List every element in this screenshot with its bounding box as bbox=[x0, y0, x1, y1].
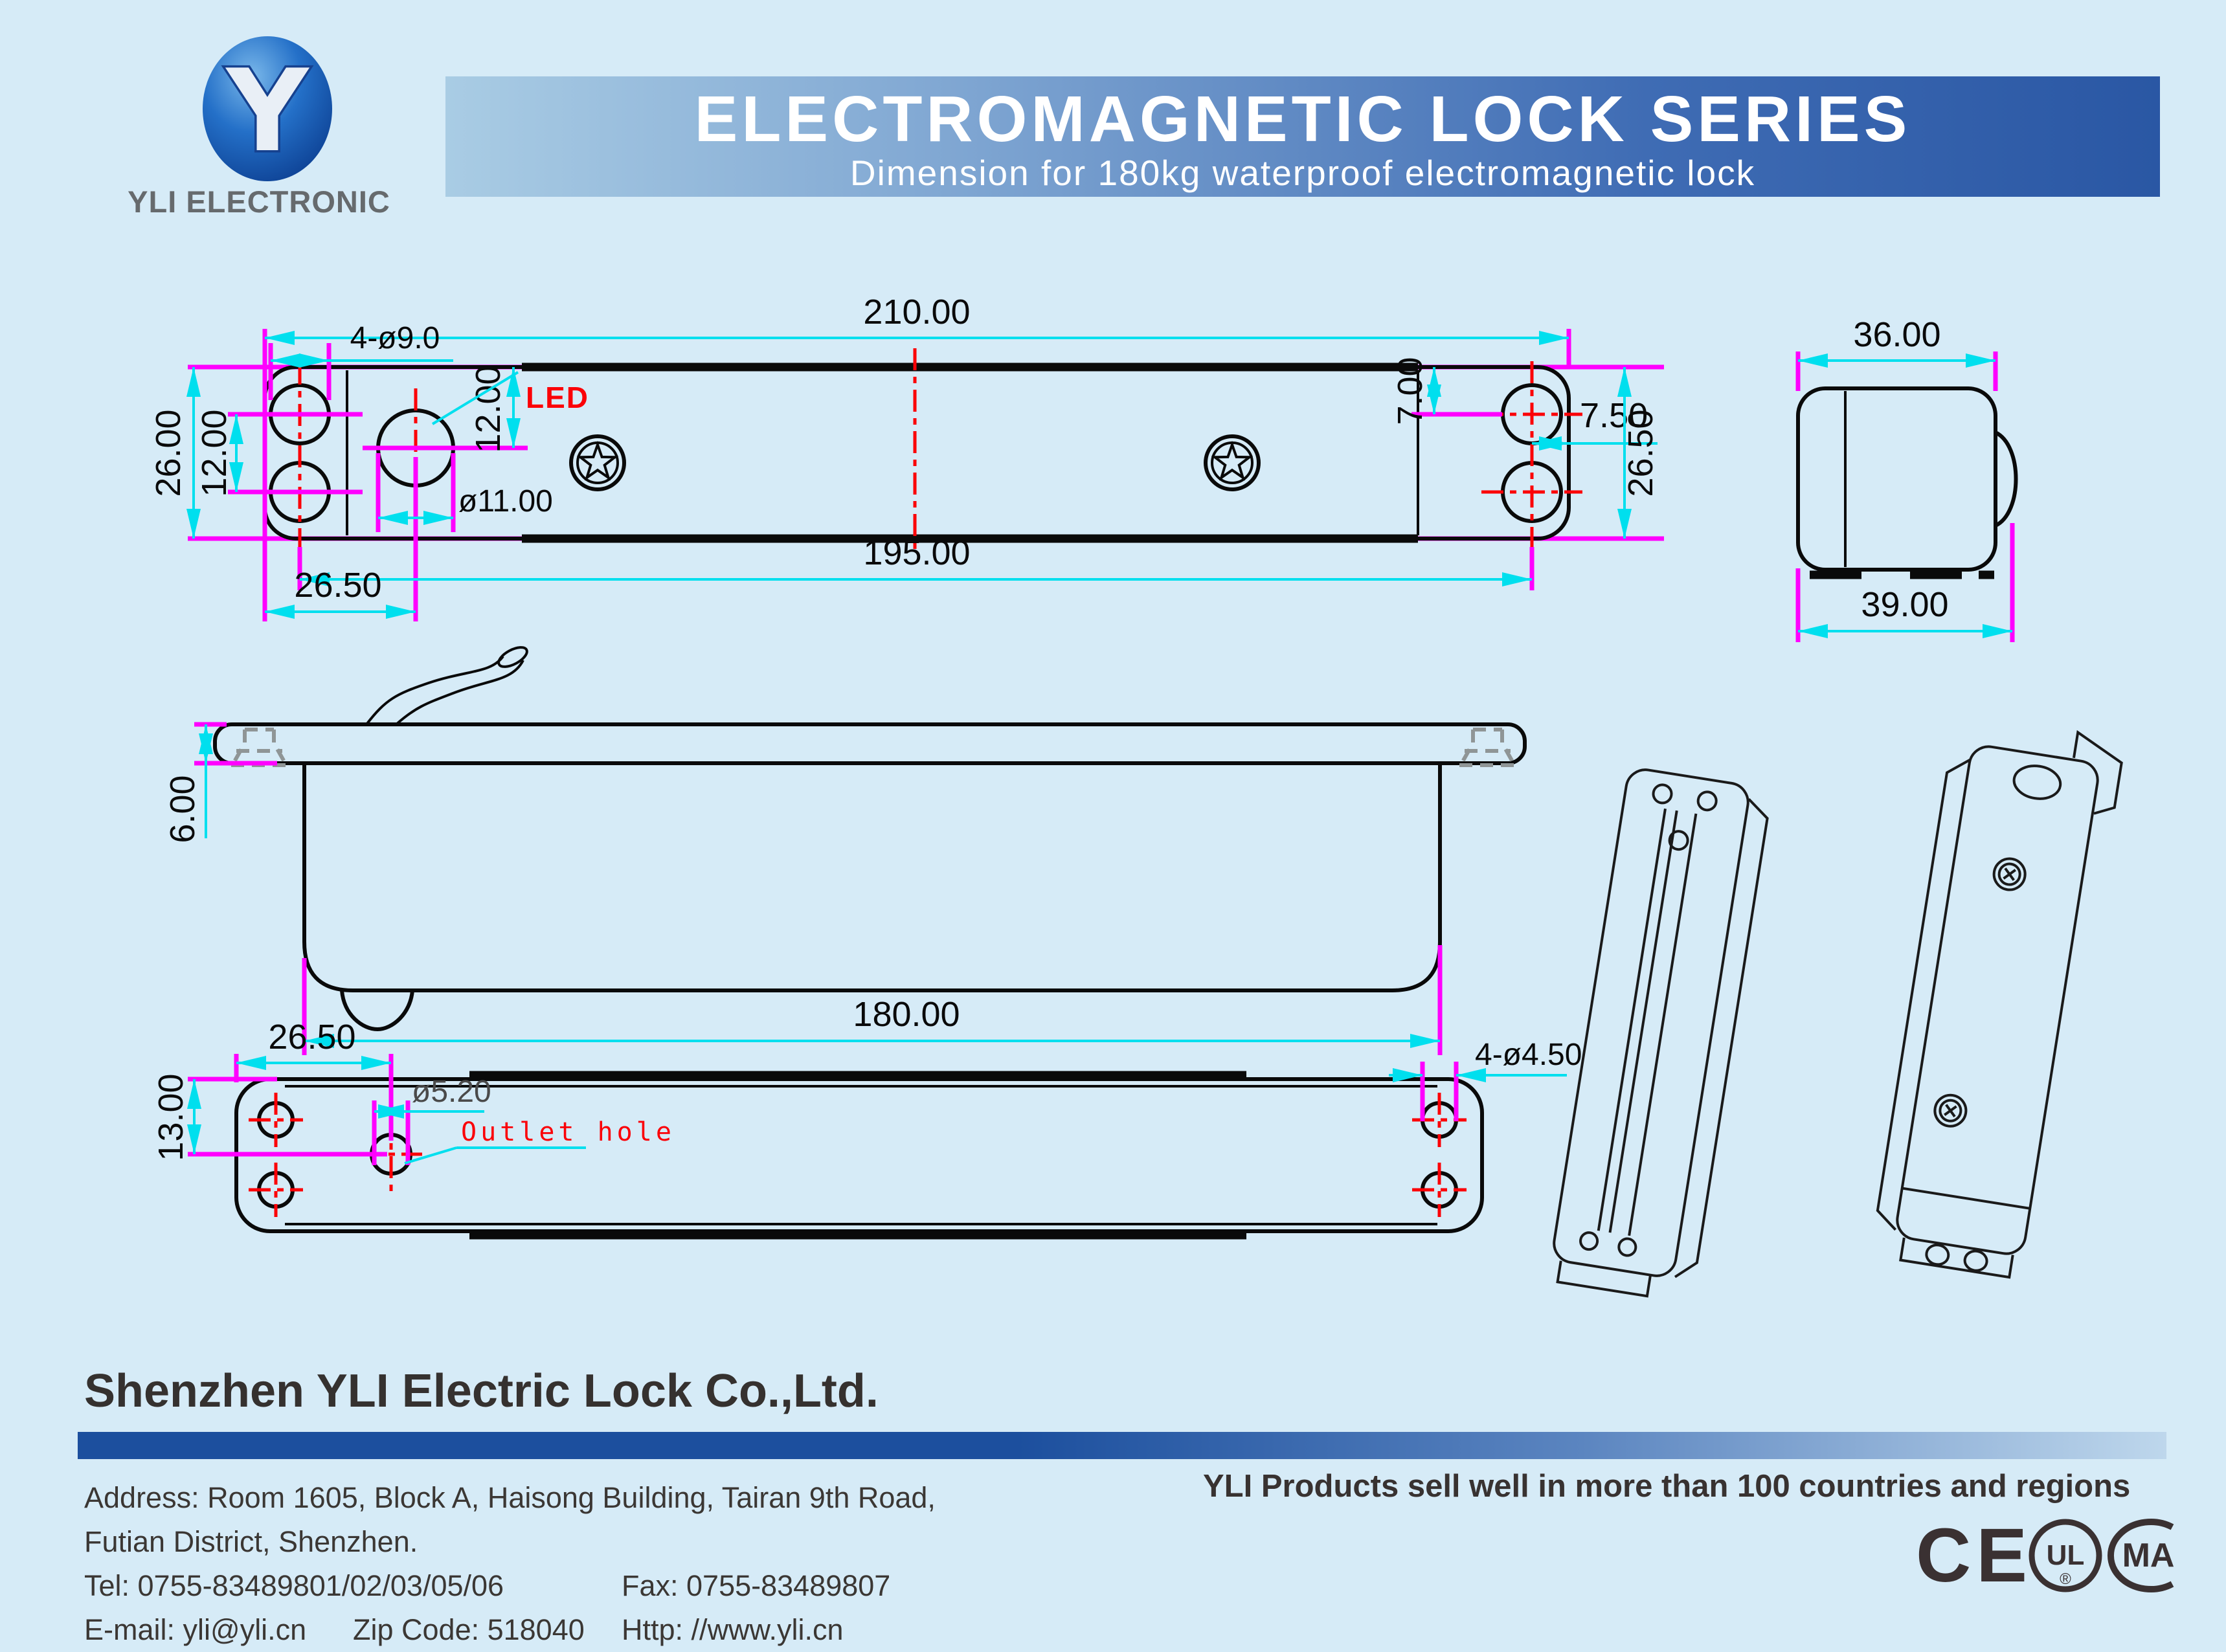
screw-icon bbox=[1933, 1093, 1968, 1128]
dim-height-right: 26.50 bbox=[1621, 409, 1660, 497]
footer-divider-bar bbox=[78, 1432, 2166, 1459]
torx-screw-icon bbox=[1206, 436, 1259, 489]
email-label: E-mail: yli@yli.cn bbox=[84, 1613, 307, 1646]
bottom-view-drawing bbox=[152, 1018, 1582, 1235]
dim-outlet-offset: 13.00 bbox=[152, 1073, 190, 1161]
torx-screw-icon bbox=[571, 436, 624, 489]
dim-outlet-from-edge: 26.50 bbox=[268, 1018, 356, 1056]
dim-end-depth: 39.00 bbox=[1861, 585, 1949, 624]
ma-mark-icon bbox=[2111, 1522, 2174, 1589]
dim-led-diameter: ø11.00 bbox=[458, 484, 553, 519]
slogan: YLI Products sell well in more than 100 countries and regions bbox=[1203, 1469, 2131, 1504]
dim-outlet-diameter: ø5.20 bbox=[412, 1075, 491, 1109]
dim-mount-holes: 4-ø9.0 bbox=[350, 321, 440, 355]
ce-mark-icon: CE bbox=[1916, 1513, 2032, 1598]
page-title: ELECTROMAGNETIC LOCK SERIES bbox=[694, 83, 1911, 155]
certification-logos bbox=[1913, 1505, 2211, 1609]
dim-led-offset: 12.00 bbox=[469, 365, 508, 453]
dim-hole-top-offset: 7.00 bbox=[1391, 357, 1430, 425]
dim-led-from-edge: 26.50 bbox=[294, 566, 382, 605]
logo-letter: Y bbox=[226, 46, 309, 177]
dim-plate-thickness: 6.00 bbox=[163, 775, 202, 843]
dim-bottom-mount-holes: 4-ø4.50 bbox=[1475, 1038, 1582, 1072]
dim-hole-pitch-left: 12.00 bbox=[195, 409, 234, 497]
dim-height-left: 26.00 bbox=[149, 409, 188, 497]
dim-body-length: 195.00 bbox=[863, 533, 971, 572]
zip-label: Zip Code: 518040 bbox=[353, 1613, 585, 1646]
address-line1: Address: Room 1605, Block A, Haisong Building, Tairan 9th Road, bbox=[84, 1481, 936, 1514]
iso-lock-body bbox=[1871, 713, 2125, 1282]
dim-overall-width: 210.00 bbox=[863, 293, 971, 331]
svg-text:®: ® bbox=[2060, 1570, 2071, 1588]
top-view-drawing bbox=[149, 293, 1664, 621]
dim-magnet-length: 180.00 bbox=[853, 995, 960, 1034]
outlet-hole-label: Outlet hole bbox=[461, 1117, 675, 1147]
mount-stud bbox=[231, 730, 287, 765]
screw-icon bbox=[1992, 856, 2027, 892]
svg-text:MA: MA bbox=[2122, 1537, 2175, 1574]
website-label: Http: //www.yli.cn bbox=[622, 1613, 844, 1646]
fax-label: Fax: 0755-83489807 bbox=[622, 1569, 891, 1602]
logo-wordmark: YLI ELECTRONIC bbox=[128, 184, 390, 219]
mount-stud bbox=[1459, 730, 1516, 765]
side-view-drawing bbox=[163, 643, 1525, 1055]
address-line2: Futian District, Shenzhen. bbox=[84, 1525, 418, 1558]
end-view-drawing bbox=[1798, 315, 2016, 642]
dim-end-width: 36.00 bbox=[1853, 315, 1941, 354]
tel-label: Tel: 0755-83489801/02/03/05/06 bbox=[84, 1569, 504, 1602]
page-subtitle: Dimension for 180kg waterproof electromagnetic lock bbox=[849, 153, 1756, 193]
company-name: Shenzhen YLI Electric Lock Co.,Ltd. bbox=[84, 1365, 879, 1417]
svg-text:UL: UL bbox=[2046, 1539, 2085, 1571]
dim-hole-edge-offset: 7.50 bbox=[1580, 396, 1648, 435]
cable-end bbox=[496, 643, 530, 671]
ul-mark-icon bbox=[2032, 1522, 2099, 1589]
iso-armature-plate bbox=[1548, 767, 1772, 1303]
led-label: LED bbox=[526, 381, 589, 414]
